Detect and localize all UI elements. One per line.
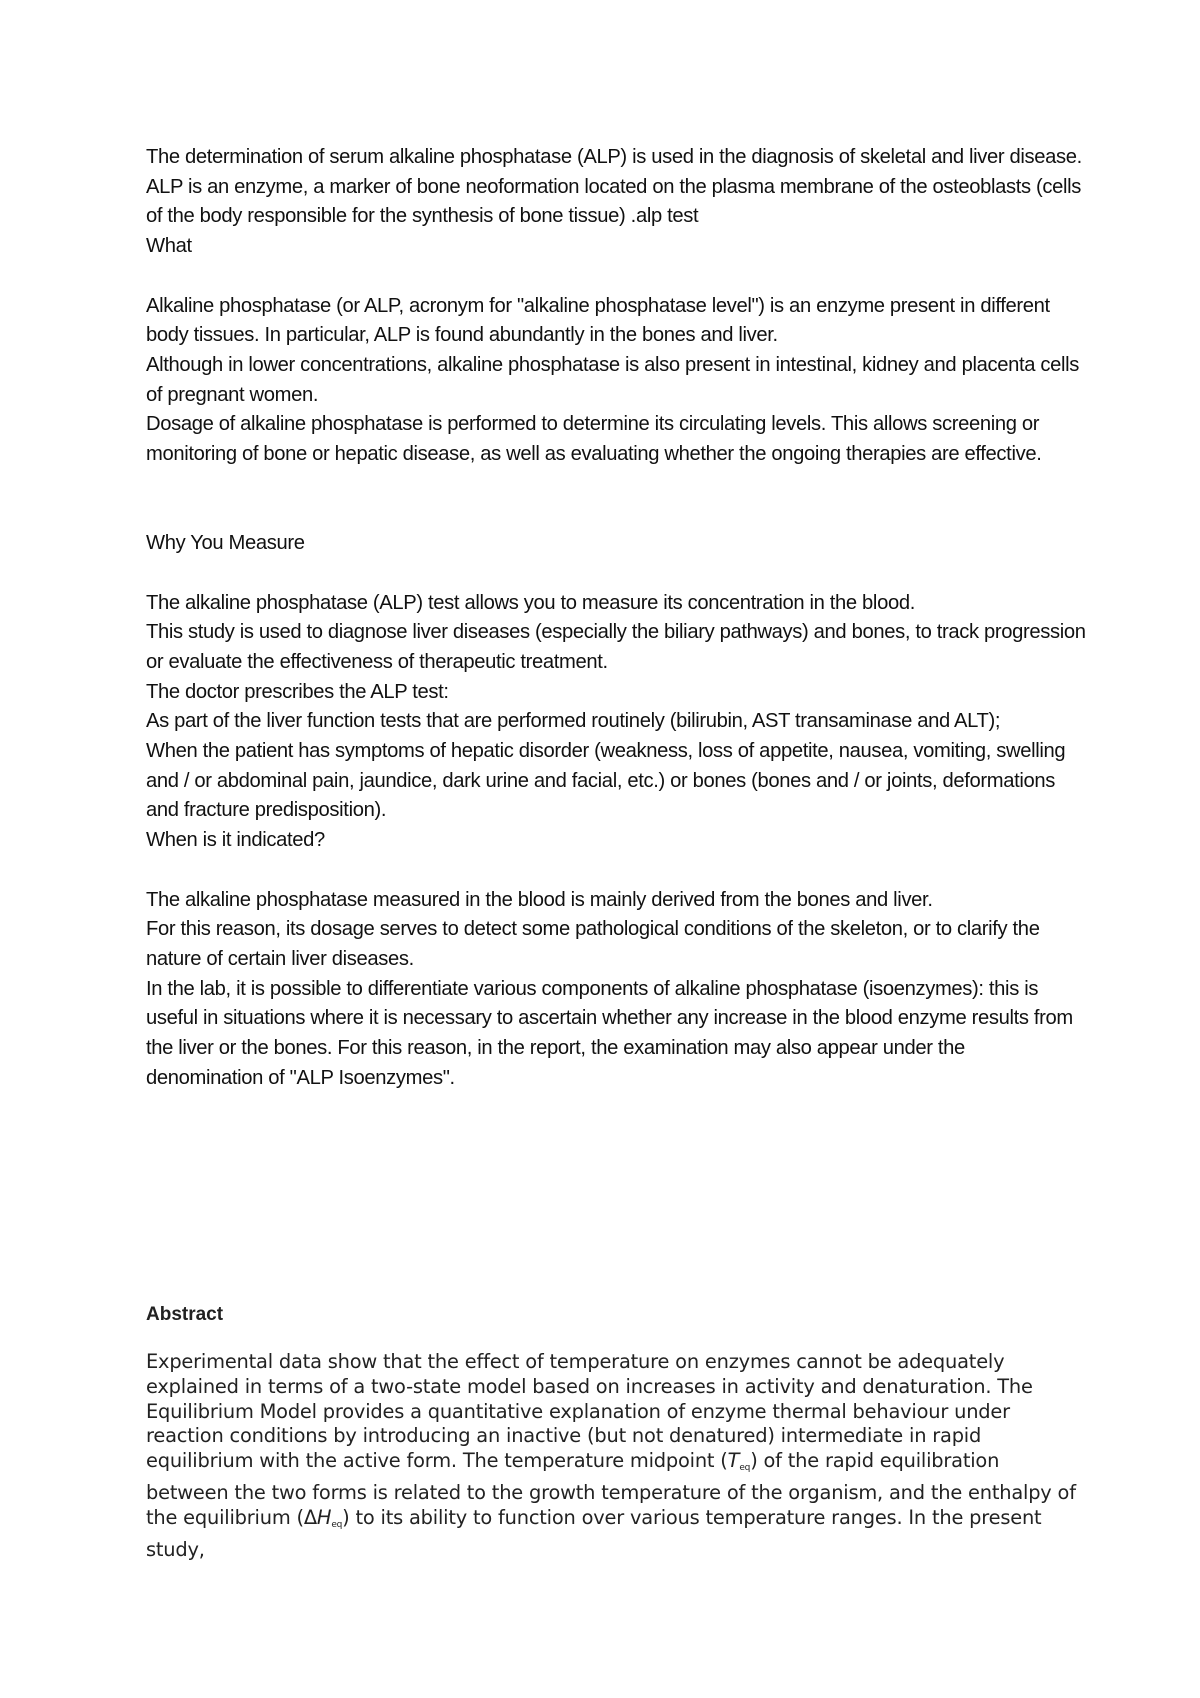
paragraph: The alkaline phosphatase measured in the blood is mainly derived from the bones and liver. (146, 888, 933, 911)
abstract-text: Experimental data show that the effect of temperature on enzymes cannot be adequately explained in terms of a two-state model based on increases in activity and denaturation. The Equilibrium Model provides a quantitative explanation of enzyme thermal behaviour under reaction conditions by introducing an inactive (but not denatured) intermediate in rapid equilibrium with the active form. The temperature midpoint ( (146, 1350, 1033, 1473)
paragraph: ALP is an enzyme, a marker of bone neoformation located on the plasma membrane of the osteoblasts (cells of the body responsible for the synthesis of bone tissue) .alp test (146, 175, 1081, 228)
abstract-paragraph (146, 1350, 1076, 1562)
why-section (146, 529, 1086, 856)
tm-symbol: T (727, 1449, 740, 1473)
tm-subscript: eq (739, 1463, 751, 1474)
paragraph: The determination of serum alkaline phosphatase (ALP) is used in the diagnosis of skeletal and liver disease. (146, 146, 1082, 168)
paragraph: As part of the liver function tests that are performed routinely (bilirubin, AST transaminase and ALT); (146, 710, 1001, 733)
paragraph: When the patient has symptoms of hepatic disorder (weakness, loss of appetite, nausea, vomiting, swelling and / or abdominal pain, jaundice, dark urine and facial, etc.) or bones (bones and / or joints, deformations and fracture predisposition). (146, 740, 1066, 822)
what-section (146, 292, 1086, 470)
paragraph: The alkaline phosphatase (ALP) test allows you to measure its concentration in the blood. (146, 591, 915, 614)
paragraph: Dosage of alkaline phosphatase is performed to determine its circulating levels. This allows screening or monitoring of bone or hepatic disease, as well as evaluating whether the ongoing therapies are effective. (146, 413, 1042, 466)
paragraph: This study is used to diagnose liver diseases (especially the biliary pathways) and bones, to track progression or evaluate the effectiveness of therapeutic treatment. (146, 621, 1086, 673)
blank-line (146, 559, 1086, 589)
dh-subscript: eq (331, 1519, 343, 1530)
paragraph: In the lab, it is possible to differentiate various components of alkaline phosphatase (isoenzymes): this is useful in situations where it is necessary to ascertain whether any increase in the blood enzyme results from the liver or the bones. For this reason, in the report, the examination may also appear under the denomination of "ALP Isoenzymes". (146, 977, 1073, 1089)
abstract-text: ) of the rapid equilibration between the two forms is related to the growth temperature of the organism, and the enthalpy of the equilibrium (Δ (146, 1449, 1076, 1529)
abstract-body (146, 1350, 1076, 1562)
blank-line (146, 470, 1086, 529)
section-heading: Why You Measure (146, 532, 305, 555)
document-body (146, 143, 1086, 1093)
blank-line (146, 262, 1086, 292)
abstract-heading: Abstract (146, 1304, 224, 1325)
paragraph: For this reason, its dosage serves to detect some pathological conditions of the skeleton, or to clarify the nature of certain liver diseases. (146, 918, 1040, 970)
dh-symbol: H (316, 1505, 332, 1529)
indication-section (146, 886, 1086, 1094)
abstract-text: ) to its ability to function over various temperature ranges. In the present study, (146, 1505, 1042, 1561)
paragraph: Alkaline phosphatase (or ALP, acronym for "alkaline phosphatase level") is an enzyme present in different body tissues. In particular, ALP is found abundantly in the bones and liver. (146, 294, 1050, 347)
paragraph: Although in lower concentrations, alkaline phosphatase is also present in intestinal, kidney and placenta cells of pregnant women. (146, 353, 1079, 406)
blank-line (146, 856, 1086, 886)
intro-section (146, 143, 1086, 262)
paragraph: The doctor prescribes the ALP test: (146, 680, 449, 703)
paragraph: What (146, 235, 192, 258)
paragraph: When is it indicated? (146, 829, 325, 852)
